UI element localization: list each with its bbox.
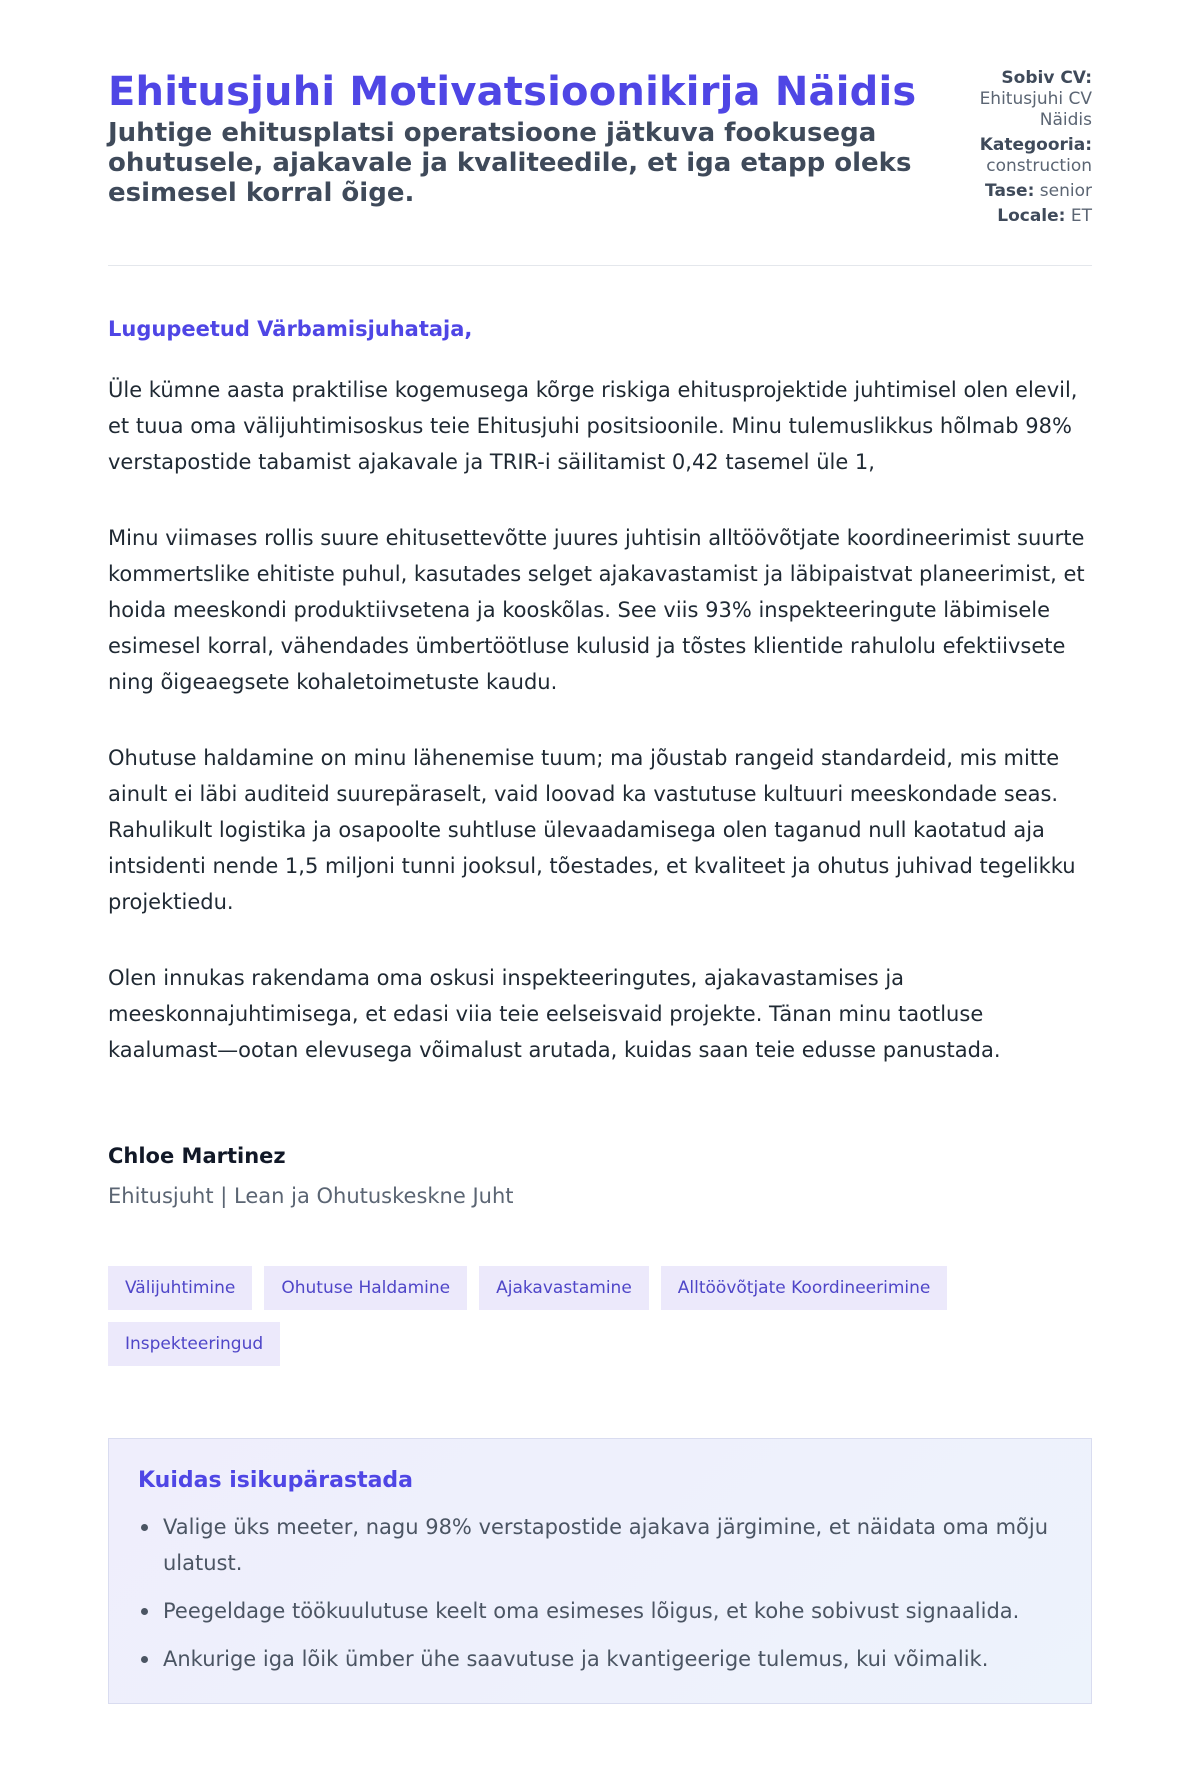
- header-titles: [108, 68, 928, 208]
- tips-list-item: [163, 1593, 1062, 1629]
- page-title: Ehitusjuhi Motivatsioonikirja Näidis: [108, 69, 917, 115]
- letter-salutation: Lugupeetud Värbamisjuhataja,: [108, 317, 473, 341]
- tips-title: Kuidas isikupärastada: [138, 1468, 414, 1493]
- meta-level-value: senior: [1039, 181, 1092, 201]
- signature-block: [108, 1142, 1092, 1210]
- bullet-icon: [141, 1524, 148, 1531]
- tips-item-text: Ankurige iga lõik ümber ühe saavutuse ja kvantigeerige tulemus, kui võimalik.: [163, 1647, 989, 1671]
- bullet-icon: [141, 1656, 148, 1663]
- tips-list: [138, 1509, 1062, 1677]
- page-subtitle: Juhtige ehitusplatsi operatsioone jätkuva fookusega ohutusele, ajakavale ja kvaliteedile, et iga etapp oleks esimesel korral õige.: [108, 118, 912, 208]
- skill-tag: Inspekteeringud: [108, 1322, 280, 1366]
- meta-level-label: Tase:: [985, 181, 1035, 201]
- personalization-tips-box: [108, 1438, 1092, 1704]
- bullet-icon: [141, 1608, 148, 1615]
- skill-tag: Ajakavastamine: [479, 1266, 649, 1310]
- meta-locale-label: Locale:: [997, 206, 1066, 226]
- letter-paragraph: Üle kümne aasta praktilise kogemusega kõrge riskiga ehitusprojektide juhtimisel olen elevil, et tuua oma välijuhtimisoskus teie Ehitusjuhi positsioonile. Minu tulemuslikkus hõlmab 98% verstapostide tabamist ajakavale ja TRIR-i säilitamist 0,42 tasemel üle 1,: [108, 378, 1078, 474]
- letter-paragraph: Ohutuse haldamine on minu lähenemise tuum; ma jõustab rangeid standardeid, mis mitte ainult ei läbi auditeid suurepäraselt, vaid loovad ka vastutuse kultuuri meeskondade seas. Rahulikult logistika ja osapoolte suhtluse ülevaadamisega olen taganud null kaotatud aja intsidenti nende 1,5 miljoni tunni jooksul, tõestades, et kvaliteet ja ohutus juhivad tegelikku projektiedu.: [108, 746, 1076, 914]
- skill-tags: [108, 1266, 1092, 1378]
- signature-name: Chloe Martinez: [108, 1144, 286, 1168]
- letter-paragraph: Olen innukas rakendama oma oskusi inspekteeringutes, ajakavastamises ja meeskonnajuhtimisega, et edasi viia teie eelseisvaid projekte. Tänan minu taotluse kaalumast—ootan elevusega võimalust arutada, kuidas saan teie edusse panustada.: [108, 966, 1001, 1062]
- meta-cv-label: Sobiv CV:: [1001, 68, 1092, 88]
- meta-category: [942, 135, 1092, 177]
- meta-cv: [942, 68, 1092, 131]
- meta-panel: [942, 68, 1092, 231]
- document-header: [108, 68, 1092, 266]
- signature-role: Ehitusjuht | Lean ja Ohutuskeskne Juht: [108, 1184, 514, 1208]
- meta-category-value: construction: [986, 156, 1092, 176]
- meta-level: [942, 181, 1092, 202]
- tips-item-text: Valige üks meeter, nagu 98% verstapostide ajakava järgimine, et näidata oma mõju ulatust.: [163, 1515, 1049, 1575]
- letter-paragraph: Minu viimases rollis suure ehitusettevõtte juures juhtisin alltöövõtjate koordineerimist suurte kommertslike ehitiste puhul, kasutades selget ajakavastamist ja läbipaistvat planeerimist, et hoida meeskondi produktiivsetena ja kooskõlas. See viis 93% inspekteeringute läbimisele esimesel korral, vähendades ümbertöötluse kulusid ja tõstes klientide rahulolu efektiivsete ning õigeaegsete kohaletoimetuste kaudu.: [108, 526, 1085, 694]
- tips-item-text: Peegeldage töökuulutuse keelt oma esimeses lõigus, et kohe sobivust signaalida.: [163, 1599, 1020, 1623]
- meta-locale-value: ET: [1070, 206, 1092, 226]
- tips-list-item: [163, 1641, 1062, 1677]
- skill-tag: Välijuhtimine: [108, 1266, 252, 1310]
- skill-tag: Alltöövõtjate Koordineerimine: [661, 1266, 948, 1310]
- meta-locale: [942, 206, 1092, 227]
- tips-list-item: [163, 1509, 1062, 1581]
- skill-tag: Ohutuse Haldamine: [264, 1266, 467, 1310]
- meta-cv-value: Ehitusjuhi CV Näidis: [979, 89, 1092, 130]
- meta-category-label: Kategooria:: [979, 135, 1092, 155]
- letter-body: [108, 372, 1092, 1068]
